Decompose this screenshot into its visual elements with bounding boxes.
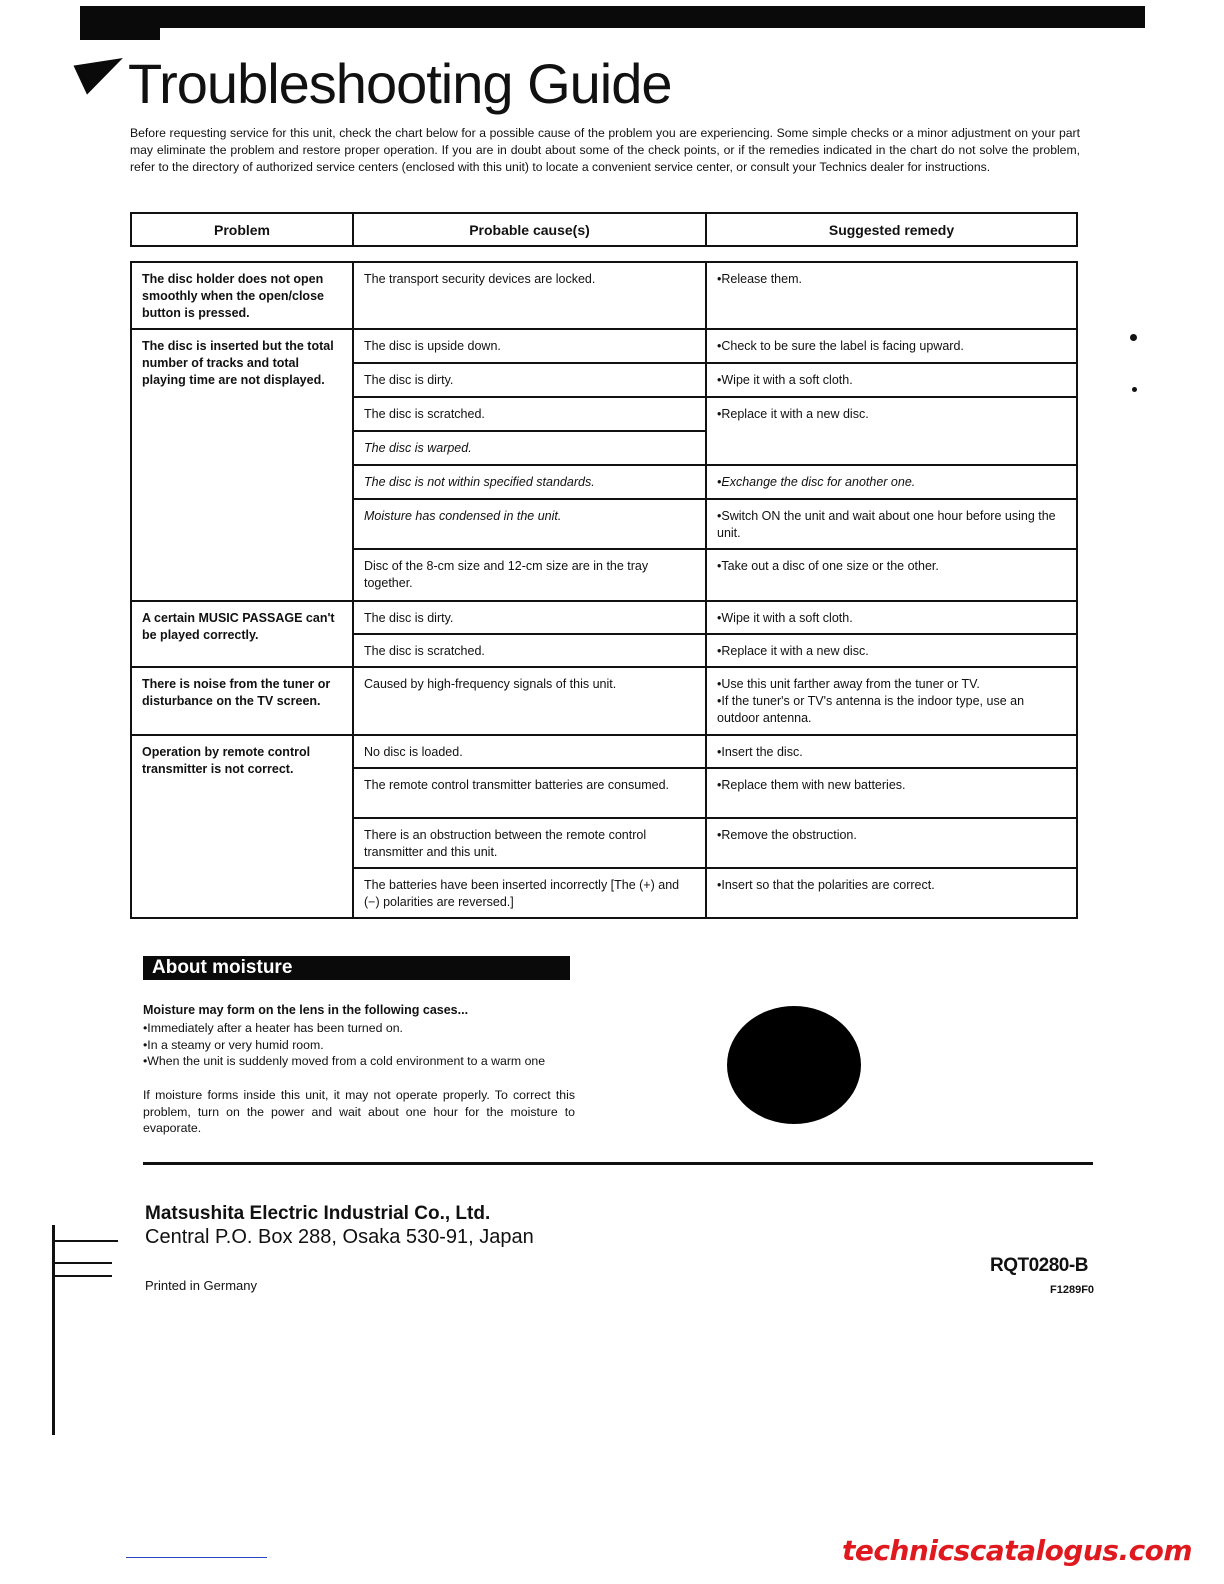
header-bar-notch <box>80 28 160 40</box>
remedy-cell: •Release them. <box>706 262 1077 329</box>
scan-edge-mark <box>52 1240 118 1242</box>
table-spacer <box>131 246 1077 262</box>
cause-cell: There is an obstruction between the remote control transmitter and this unit. <box>353 818 706 868</box>
cause-cell: The disc is dirty. <box>353 363 706 397</box>
moisture-heading: About moisture <box>143 956 570 980</box>
problem-cell: The disc is inserted but the total number of tracks and total playing time are not displayed. <box>131 329 353 601</box>
remedy-cell: •Check to be sure the label is facing upward. <box>706 329 1077 363</box>
remedy-cell: •Wipe it with a soft cloth. <box>706 363 1077 397</box>
cause-cell: The remote control transmitter batteries are consumed. <box>353 768 706 818</box>
printed-in: Printed in Germany <box>145 1278 257 1293</box>
cause-cell: Caused by high-frequency signals of this unit. <box>353 667 706 735</box>
company-name: Matsushita Electric Industrial Co., Ltd. <box>145 1203 491 1224</box>
cause-cell: The disc is warped. <box>353 431 706 465</box>
remedy-cell <box>706 667 1077 735</box>
remedy-cell: •Replace them with new batteries. <box>706 768 1077 818</box>
page-title: Troubleshooting Guide <box>128 52 672 115</box>
remedy-line: •If the tuner's or TV's antenna is the indoor type, use an outdoor antenna. <box>717 694 1025 725</box>
company-address: Central P.O. Box 288, Osaka 530-91, Japan <box>145 1226 534 1248</box>
cause-cell: The transport security devices are locked. <box>353 262 706 329</box>
cause-cell: The disc is upside down. <box>353 329 706 363</box>
header-bar <box>80 6 1145 28</box>
moisture-note: If moisture forms inside this unit, it may not operate properly. To correct this problem, turn on the power and wait about one hour for the moisture to evaporate. <box>143 1088 575 1136</box>
scan-edge-mark <box>52 1225 55 1435</box>
cause-cell: The disc is not within specified standards. <box>353 465 706 499</box>
cause-cell: The disc is dirty. <box>353 601 706 634</box>
remedy-cell: •Switch ON the unit and wait about one hour before using the unit. <box>706 499 1077 549</box>
table-row <box>131 667 1077 735</box>
margin-dot <box>1132 387 1137 392</box>
header-problem: Problem <box>131 213 353 246</box>
problem-cell: There is noise from the tuner or disturbance on the TV screen. <box>131 667 353 735</box>
table-row <box>131 601 1077 634</box>
moisture-cases <box>143 1020 575 1070</box>
troubleshooting-table <box>130 212 1078 919</box>
cause-cell: Disc of the 8-cm size and 12-cm size are in the tray together. <box>353 549 706 601</box>
margin-dot <box>1130 334 1137 341</box>
table-row <box>131 262 1077 329</box>
footer-divider <box>143 1162 1093 1165</box>
scan-edge-mark <box>52 1275 112 1277</box>
remedy-cell: •Remove the obstruction. <box>706 818 1077 868</box>
table-row <box>131 329 1077 363</box>
remedy-cell: •Wipe it with a soft cloth. <box>706 601 1077 634</box>
document-code: RQT0280-B <box>990 1255 1088 1276</box>
moisture-lead: Moisture may form on the lens in the following cases... <box>143 1003 469 1017</box>
corner-arrow-icon <box>73 45 130 94</box>
list-item: •Immediately after a heater has been turned on. <box>143 1021 403 1035</box>
problem-cell: Operation by remote control transmitter is not correct. <box>131 735 353 918</box>
black-circle-icon <box>727 1006 861 1124</box>
cause-cell: The disc is scratched. <box>353 634 706 667</box>
cause-cell: The disc is scratched. <box>353 397 706 431</box>
remedy-cell: •Replace it with a new disc. <box>706 397 1077 465</box>
cause-cell: The batteries have been inserted incorrectly [The (+) and (−) polarities are reversed.] <box>353 868 706 918</box>
site-link[interactable]: technicscatalogus.com <box>842 1534 1193 1567</box>
intro-paragraph: Before requesting service for this unit, check the chart below for a possible cause of the problem you are experiencing. Some simple checks or a minor adjustment on your part may eliminate the problem and restore proper operation. If you are in doubt about some of the check points, or if the remedies indicated in the chart do not solve the problem, refer to the directory of authorized service centers (enclosed with this unit) to locate a convenient service center, or consult your Technics dealer for instructions. <box>130 126 1080 174</box>
table-header-row <box>131 213 1077 246</box>
list-item: •In a steamy or very humid room. <box>143 1037 324 1052</box>
header-cause: Probable cause(s) <box>353 213 706 246</box>
remedy-cell: •Exchange the disc for another one. <box>706 465 1077 499</box>
remedy-cell: •Insert the disc. <box>706 735 1077 768</box>
problem-cell: The disc holder does not open smoothly when the open/close button is pressed. <box>131 262 353 329</box>
scan-edge-mark <box>52 1262 112 1264</box>
remedy-cell: •Replace it with a new disc. <box>706 634 1077 667</box>
print-code: F1289F0 <box>1050 1284 1095 1296</box>
problem-cell: A certain MUSIC PASSAGE can't be played correctly. <box>131 601 353 667</box>
remedy-cell: •Insert so that the polarities are correct. <box>706 868 1077 918</box>
header-remedy: Suggested remedy <box>706 213 1077 246</box>
table-row <box>131 735 1077 768</box>
list-item: •When the unit is suddenly moved from a cold environment to a warm one <box>143 1054 546 1069</box>
remedy-cell: •Take out a disc of one size or the other. <box>706 549 1077 601</box>
cause-cell: Moisture has condensed in the unit. <box>353 499 706 549</box>
cause-cell: No disc is loaded. <box>353 735 706 768</box>
underline-mark <box>126 1557 267 1558</box>
remedy-line: •Use this unit farther away from the tuner or TV. <box>717 677 980 691</box>
